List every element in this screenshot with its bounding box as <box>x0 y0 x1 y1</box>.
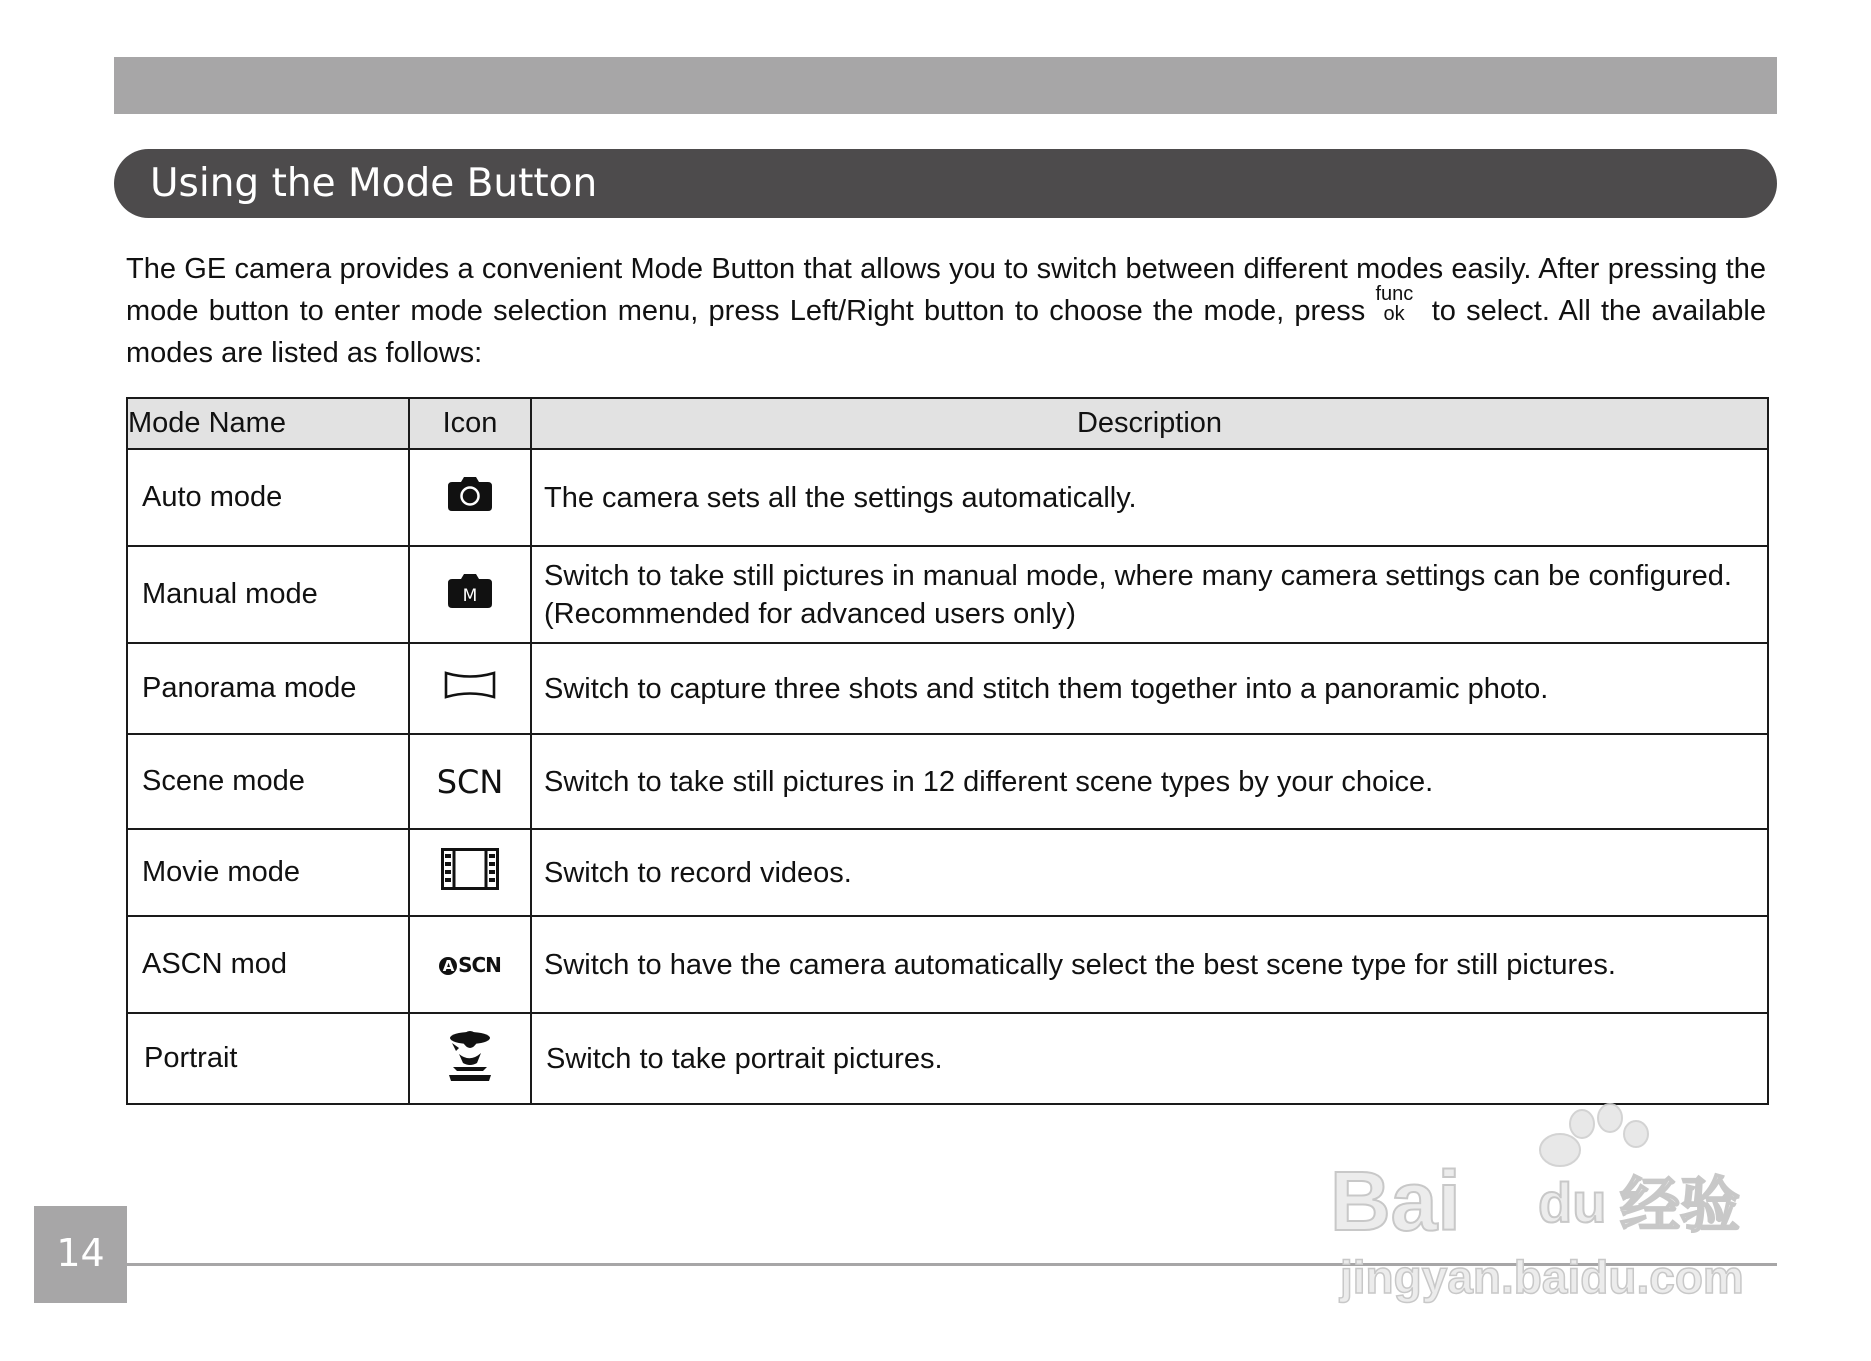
mode-description: Switch to take portrait pictures. <box>531 1013 1768 1104</box>
table-header-row <box>127 398 1768 449</box>
table-row <box>127 449 1768 546</box>
header-mode-name: Mode Name <box>127 398 409 449</box>
mode-table <box>126 397 1769 1105</box>
mode-name: Movie mode <box>127 829 409 916</box>
mode-name: ASCN mod <box>127 916 409 1013</box>
mode-description: Switch to record videos. <box>531 829 1768 916</box>
page-number-box <box>34 1206 127 1303</box>
table-row <box>127 734 1768 829</box>
header-icon: Icon <box>409 398 531 449</box>
intro-text-part2: to select. All the available modes are listed as follows: <box>126 295 1766 369</box>
film-icon <box>441 848 499 898</box>
mode-name: Scene mode <box>127 734 409 829</box>
table-row <box>127 829 1768 916</box>
mode-name: Manual mode <box>127 546 409 643</box>
watermark-brand: Bai <box>1330 1154 1461 1248</box>
ascn-icon-a: A <box>439 957 457 975</box>
mode-description: Switch to take still pictures in manual mode, where many camera settings can be configured. <box>544 559 1732 592</box>
manual-icon-label: M <box>462 585 478 606</box>
mode-name: Auto mode <box>127 449 409 546</box>
intro-paragraph <box>126 248 1766 374</box>
table-row <box>127 643 1768 734</box>
portrait-icon <box>443 1027 497 1091</box>
baidu-watermark <box>1320 1090 1790 1310</box>
scn-icon: SCN <box>436 762 504 801</box>
mode-description: Switch to capture three shots and stitch them together into a panoramic photo. <box>531 643 1768 734</box>
camera-manual-icon <box>448 574 492 616</box>
ascn-icon <box>439 953 501 977</box>
func-ok-button-symbol <box>1375 283 1421 325</box>
panorama-icon <box>444 670 496 708</box>
table-row <box>127 916 1768 1013</box>
func-label: func <box>1375 283 1414 305</box>
section-title-banner <box>114 149 1777 218</box>
watermark-brand-cn: 经验 <box>1620 1171 1740 1241</box>
header-description: Description <box>531 398 1768 449</box>
mode-description: The camera sets all the settings automatically. <box>531 449 1768 546</box>
mode-name: Portrait <box>127 1013 409 1104</box>
ascn-icon-scn: SCN <box>458 953 501 978</box>
intro-text-part1: The GE camera provides a convenient Mode Button that allows you to switch between different modes easily. After pressing the mode button to enter mode selection menu, press Left/Right button to choose the mode, press <box>126 253 1766 327</box>
mode-description: Switch to have the camera automatically select the best scene type for still pictures. <box>531 916 1768 1013</box>
camera-auto-icon <box>448 477 492 519</box>
top-gray-bar <box>114 57 1777 114</box>
section-title: Using the Mode Button <box>150 161 598 206</box>
mode-name: Panorama mode <box>127 643 409 734</box>
mode-description-note: (Recommended for advanced users only) <box>544 597 1076 630</box>
table-row <box>127 546 1768 643</box>
watermark-url: jingyan.baidu.com <box>1340 1251 1744 1303</box>
ok-label: ok <box>1383 303 1405 325</box>
mode-description: Switch to take still pictures in 12 different scene types by your choice. <box>531 734 1768 829</box>
page-number: 14 <box>56 1231 105 1275</box>
watermark-brand-du: du <box>1538 1171 1607 1234</box>
